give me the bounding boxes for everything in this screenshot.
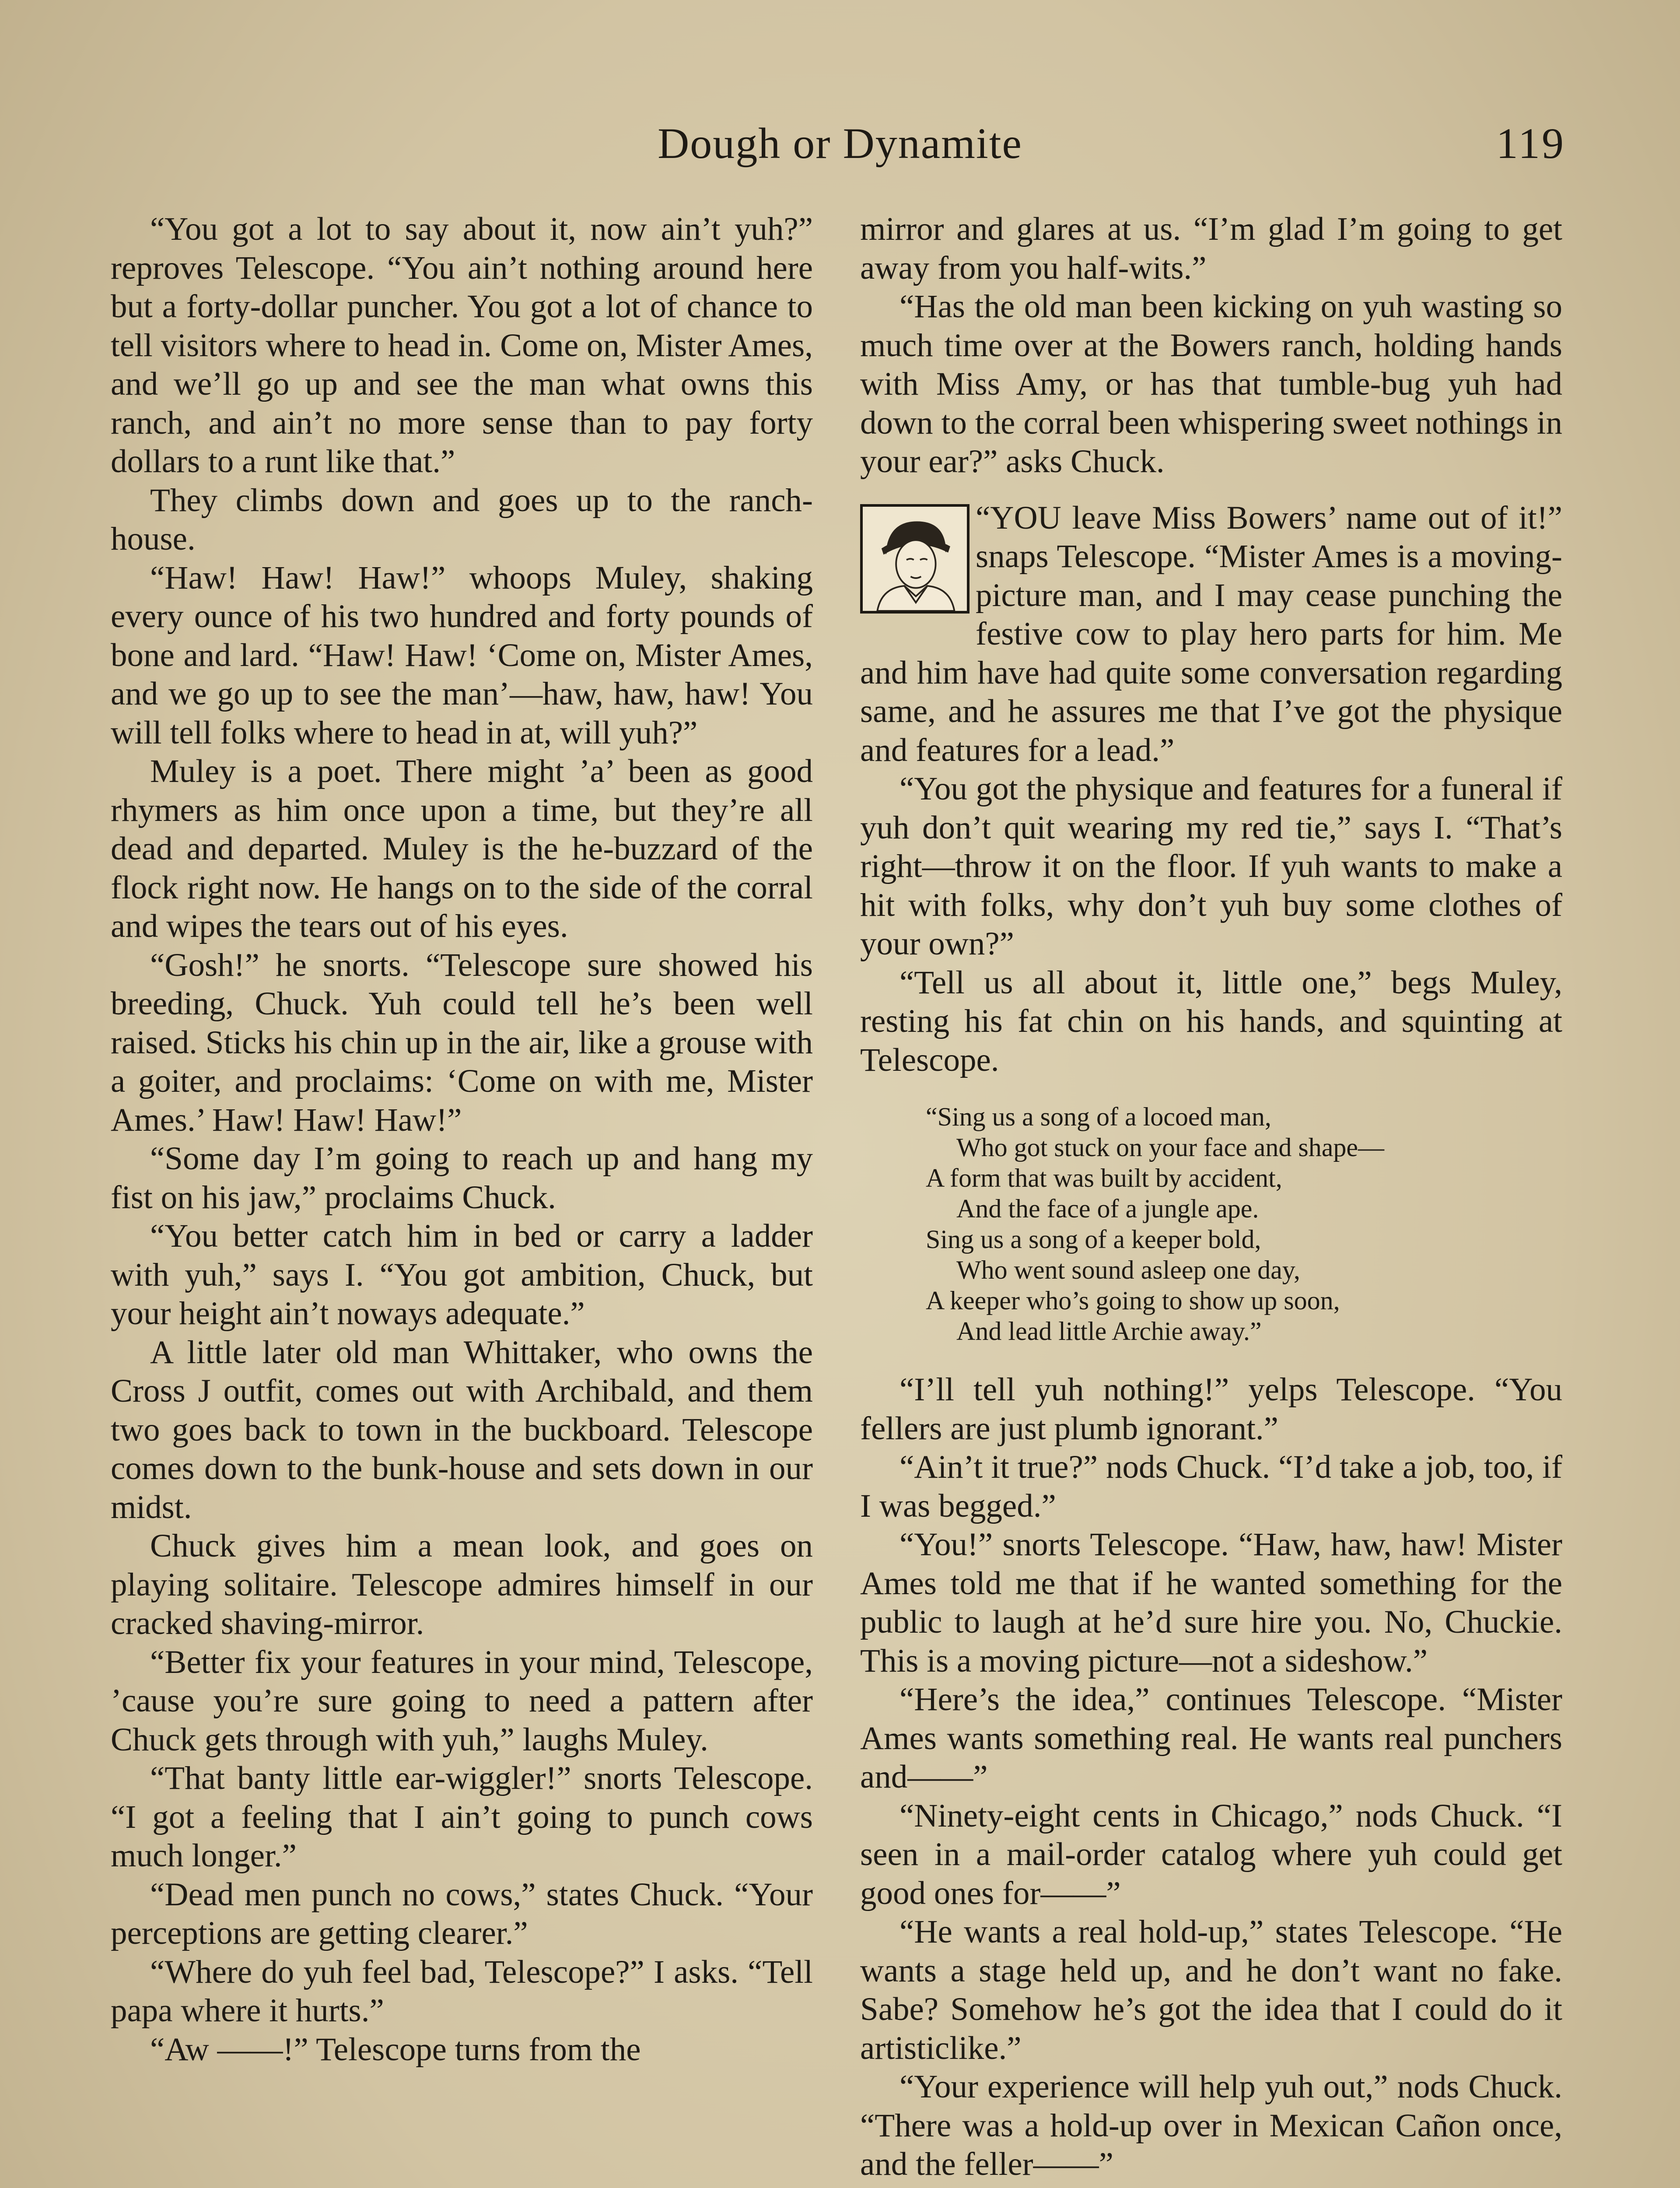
poem-line: Sing us a song of a keeper bold, [926,1225,1261,1254]
paragraph: “Your experience will help yuh out,” nods Chuck. “There was a hold-up over in Mexican Cañon once, and the feller——” [860,2069,1562,2182]
paragraph: “Ain’t it true?” nods Chuck. “I’d take a job, too, if I was begged.” [860,1449,1562,1524]
page-number: 119 [1496,119,1565,168]
paragraph: “You got a lot to say about it, now ain’t yuh?” reproves Telescope. “You ain’t nothing around here but a forty-dollar puncher. You got a lot of chance to tell visitors where to head in. Come on, Mister Ames, and we’ll go up and see the man what owns this ranch, and ain’t no more sense than to pay forty dollars to a runt like that.” [111,211,813,480]
paragraph: “Aw ——!” Telescope turns from the [150,2031,641,2068]
poem-line: “Sing us a song of a locoed man, [926,1102,1271,1131]
paragraph: “He wants a real hold-up,” states Telescope. “He wants a stage held up, and he don’t want no fake. Sabe? Somehow he’s got the idea that I could do it artisticlike.” [860,1914,1562,2066]
running-head-title: Dough or Dynamite [658,119,1022,168]
paragraph: “Has the old man been kicking on yuh wasting so much time over at the Bowers ranch, holding hands with Miss Amy, or has that tumble-bug yuh had down to the corral been whispering sweet nothings in your ear?” asks Chuck. [860,288,1562,480]
poem [926,1101,1562,1346]
paragraph: “Some day I’m going to reach up and hang my fist on his jaw,” proclaims Chuck. [111,1140,813,1216]
poem-line: And lead little Archie away.” [956,1317,1262,1346]
paragraph: “Tell us all about it, little one,” begs Muley, resting his fat chin on his hands, and squinting at Telescope. [860,964,1562,1078]
paragraph: Muley is a poet. There might ’a’ been as good rhymers as him once upon a time, but they’re all dead and departed. Muley is the he-buzzard of the flock right now. He hangs on to the side of the corral and wipes the tears out of his eyes. [111,753,813,944]
paragraph: “Haw! Haw! Haw!” whoops Muley, shaking every ounce of his two hundred and forty pounds of bone and lard. “Haw! Haw! ‘Come on, Mister Ames, and we go up to see the man’—haw, haw, haw! You will tell folks where to head in at, will yuh?” [111,559,813,751]
paragraph: A little later old man Whittaker, who owns the Cross J outfit, comes out with Archibald, and them two goes back to town in the buckboard. Telescope comes down to the bunk-house and sets down in our midst. [111,1334,813,1525]
poem-line: And the face of a jungle ape. [956,1194,1259,1223]
woman-portrait-icon [863,507,967,611]
paragraph: “Ninety-eight cents in Chicago,” nods Chuck. “I seen in a mail-order catalog where yuh could get good ones for——” [860,1797,1562,1911]
paragraph: Chuck gives him a mean look, and goes on playing solitaire. Telescope admires himself in our cracked shaving-mirror. [111,1528,813,1641]
paragraph: “Gosh!” he snorts. “Telescope sure showed his breeding, Chuck. Yuh could tell he’s been well raised. Sticks his chin up in the air, like a grouse with a goiter, and proclaims: ‘Come on with me, Mister Ames.’ Haw! Haw! Haw!” [111,947,813,1138]
paragraph: “YOU leave Miss Bowers’ name out of it!” snaps Telescope. “Mister Ames is a moving-picture man, and I may cease punching the festive cow to play hero parts for him. Me and him have had quite some conversation regarding same, and he assures me that I’ve got the physique and features for a lead.” [860,499,1562,768]
paragraph: mirror and glares at us. “I’m glad I’m going to get away from you half-wits.” [860,211,1562,286]
paragraph: “Where do yuh feel bad, Telescope?” I asks. “Tell papa where it hurts.” [111,1953,813,2029]
poem-line: A keeper who’s going to show up soon, [926,1286,1340,1315]
paragraph: “You better catch him in bed or carry a ladder with yuh,” says I. “You got ambition, Chuck, but your height ain’t noways adequate.” [111,1218,813,1332]
paragraph: “I’ll tell yuh nothing!” yelps Telescope. “You fellers are just plumb ignorant.” [860,1371,1562,1447]
paragraph: “Here’s the idea,” continues Telescope. “Mister Ames wants something real. He wants real punchers and——” [860,1681,1562,1795]
poem-line: Who got stuck on your face and shape— [956,1133,1385,1162]
poem-line: A form that was built by accident, [926,1164,1282,1192]
paragraph: “Dead men punch no cows,” states Chuck. “Your perceptions are getting clearer.” [111,1876,813,1951]
paragraph: “That banty little ear-wiggler!” snorts Telescope. “I got a feeling that I ain’t going to punch cows much longer.” [111,1760,813,1874]
left-text-column [111,210,813,2069]
paragraph: They climbs down and goes up to the ranch-house. [111,482,813,557]
poem-line: Who went sound asleep one day, [956,1255,1300,1284]
paragraph: “Better fix your features in your mind, Telescope, ’cause you’re sure going to need a pattern after Chuck gets through with yuh,” laughs Muley. [111,1644,813,1758]
paragraph: “You!” snorts Telescope. “Haw, haw, haw! Mister Ames told me that if he wanted something for the public to laugh at he’d sure hire you. No, Chuckie. This is a moving picture—not a sideshow.” [860,1526,1562,1679]
portrait-illustration [860,504,970,614]
right-text-column [860,210,1562,2184]
paragraph: “You got the physique and features for a funeral if yuh don’t quit wearing my red tie,” says I. “That’s right—throw it on the floor. If yuh wants to make a hit with folks, why don’t yuh buy some clothes of your own?” [860,771,1562,962]
